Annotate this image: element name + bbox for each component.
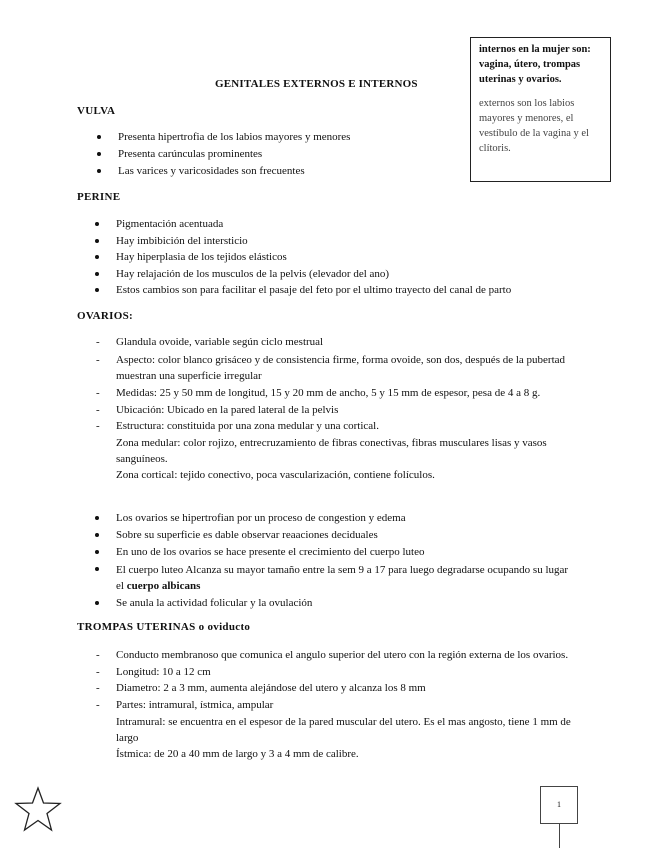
vulva-list [118, 130, 538, 179]
list-item: - Glandula ovoide, variable según ciclo mestrual [116, 335, 576, 350]
cuerpo-albicans-text: cuerpo albicans [126, 580, 201, 592]
list-item: - Diametro: 2 a 3 mm, aumenta alejándose del utero y alcanza los 8 mm [116, 681, 576, 696]
star-icon [14, 786, 62, 832]
list-item: Hay imbibición del intersticio [116, 234, 586, 249]
heading-perine: PERINE [77, 191, 121, 203]
zona-cortical-text: Zona cortical: tejido conectivo, poca vascularización, contiene folículos. [116, 469, 435, 481]
partes-text: - Partes: intramural, ístmica, ampular [116, 698, 274, 711]
heading-vulva: VULVA [77, 105, 116, 117]
estructura-text: - Estructura: constituida por una zona medular y una cortical. [116, 420, 379, 432]
list-item [116, 698, 576, 762]
ovarios-dash-list [116, 335, 576, 484]
list-item: Las varices y varicosidades son frecuentes [118, 164, 538, 179]
list-item: Sobre su superficie es dable observar reaaciones deciduales [116, 528, 576, 543]
list-item: - Longitud: 10 a 12 cm [116, 665, 576, 680]
list-item: Se anula la actividad folicular y la ovulación [116, 596, 576, 611]
list-item: Hay hiperplasia de los tejidos elásticos [116, 250, 586, 265]
list-item: - Medidas: 25 y 50 mm de longitud, 15 y 20 mm de ancho, 5 y 15 mm de espesor, pesa de 4 a 8 g. [116, 385, 576, 401]
heading-trompas: TROMPAS UTERINAS o oviducto [77, 621, 251, 633]
zona-medular-text: Zona medular: color rojizo, entrecruzamiento de fibras conectivas, fibras musculares lisas y vasos sanguíneos. [116, 437, 547, 465]
cuerpo-luteo-text: El cuerpo luteo Alcanza su mayor tamaño entre la sem 9 a 17 para luego degradarse ocupando su lugar el [116, 564, 569, 592]
list-item: - Aspecto: color blanco grisáceo y de consistencia firme, forma ovoide, son dos, después de la pubertad muestran una superficie irregular [116, 352, 576, 384]
page-number-connector [559, 824, 560, 848]
ovarios-bullet-list [116, 511, 576, 611]
sidebar-note-internal: internos en la mujer son: vagina, útero, trompas uterinas y ovarios. [479, 44, 591, 85]
sidebar-note-external: externos son los labios mayores y menores, el vestíbulo de la vagina y el clítoris. [479, 98, 589, 154]
list-item: Hay relajación de los musculos de la pelvis (elevador del ano) [116, 267, 586, 282]
istmica-text: Ístmica: de 20 a 40 mm de largo y 3 a 4 mm de calibre. [116, 747, 359, 760]
page-number-box [540, 786, 578, 824]
heading-ovarios: OVARIOS: [77, 310, 133, 322]
page-number: 1 [557, 800, 561, 809]
perine-list [116, 217, 586, 298]
list-item: Pigmentación acentuada [116, 217, 586, 232]
list-item [116, 562, 576, 594]
intramural-text: Intramural: se encuentra en el espesor de la pared muscular del utero. Es el mas angosto, tiene 1 mm de largo [116, 715, 571, 744]
list-item: En uno de los ovarios se hace presente el crecimiento del cuerpo luteo [116, 545, 576, 560]
list-item: Presenta hipertrofia de los labios mayores y menores [118, 130, 538, 145]
page-title: GENITALES EXTERNOS E INTERNOS [215, 78, 418, 90]
trompas-dash-list [116, 647, 576, 762]
list-item [116, 419, 576, 483]
list-item: Estos cambios son para facilitar el pasaje del feto por el ultimo trayecto del canal de parto [116, 283, 586, 298]
list-item: - Ubicación: Ubicado en la pared lateral de la pelvis [116, 403, 576, 418]
list-item: Los ovarios se hipertrofian por un proceso de congestion y edema [116, 511, 576, 526]
list-item: Presenta carúnculas prominentes [118, 147, 538, 162]
list-item: - Conducto membranoso que comunica el angulo superior del utero con la región externa de los ovarios. [116, 647, 576, 663]
